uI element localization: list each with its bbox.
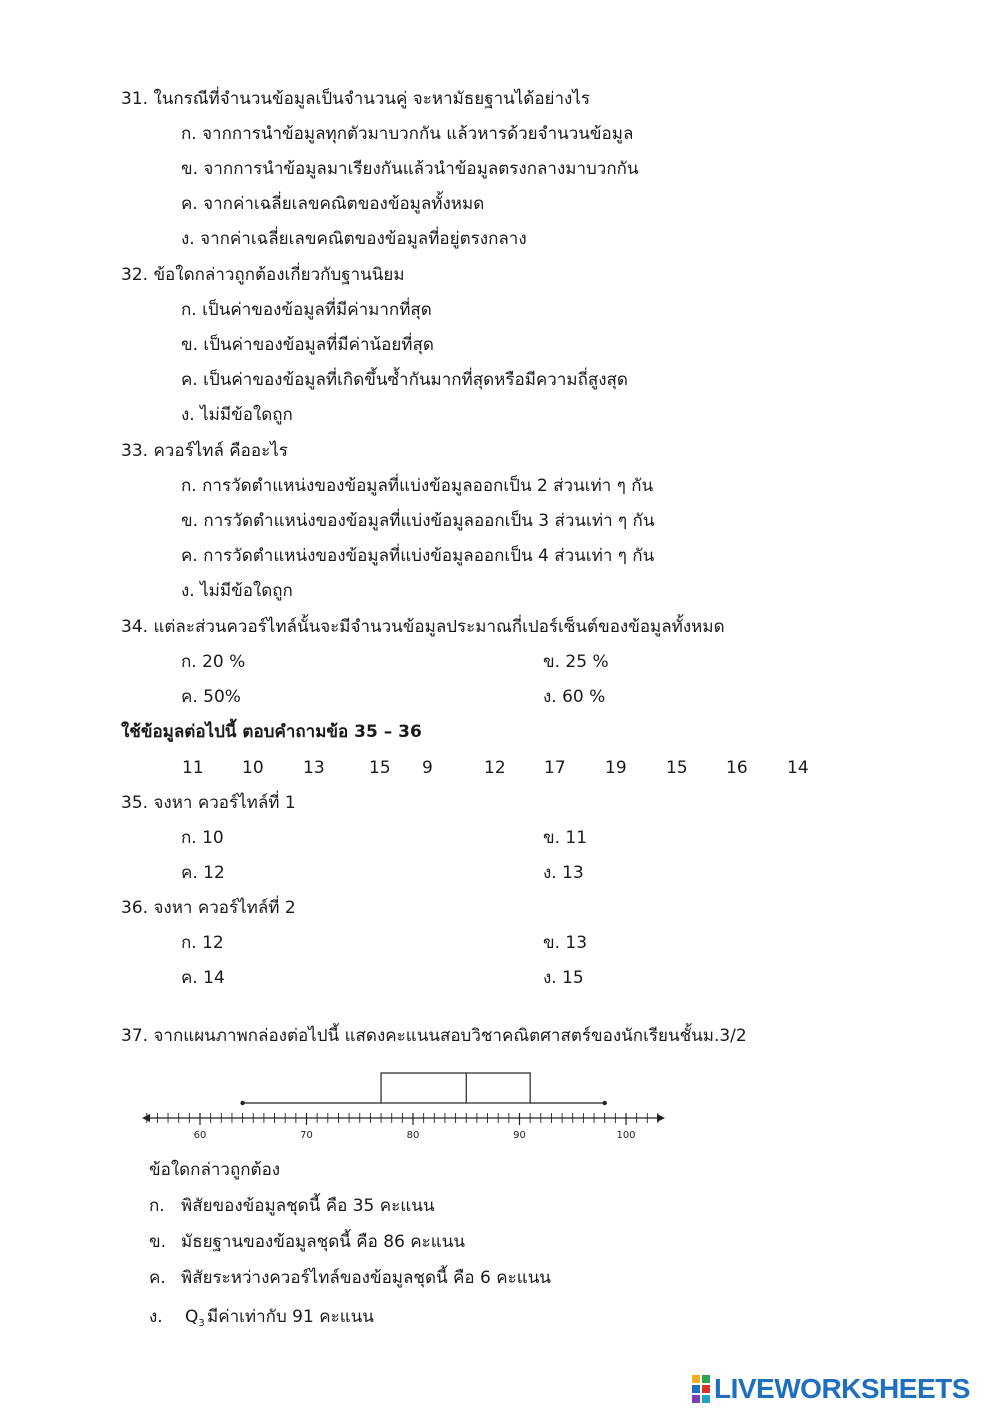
q31-option-a[interactable]: ก. จากการนำข้อมูลทุกตัวมาบวกกัน แล้วหารด้วยจำนวนข้อมูล <box>181 124 634 144</box>
min-point <box>240 1101 244 1105</box>
dataset-value: 19 <box>605 758 627 778</box>
dataset-value: 17 <box>544 758 566 778</box>
q31-option-d[interactable]: ง. จากค่าเฉลี่ยเลขคณิตของข้อมูลที่อยู่ตรงกลาง <box>181 229 527 249</box>
q37-option-d[interactable] <box>149 1305 374 1329</box>
dataset-value: 10 <box>242 758 264 778</box>
q3-symbol <box>185 1305 205 1336</box>
q36-option-d[interactable]: ง. 15 <box>543 968 584 988</box>
q34-option-a[interactable]: ก. 20 % <box>181 652 246 672</box>
dataset-value: 12 <box>484 758 506 778</box>
q31-option-b[interactable]: ข. จากการนำข้อมูลมาเรียงกันแล้วนำข้อมูลตรงกลางมาบวกกัน <box>181 159 639 179</box>
q37-option-b[interactable] <box>149 1230 466 1254</box>
dataset-value: 14 <box>787 758 809 778</box>
instruction-heading: ใช้ข้อมูลต่อไปนี้ ตอบคำถามข้อ 35 – 36 <box>121 722 422 742</box>
logo-mark-icon <box>692 1375 710 1403</box>
option-letter: ข. <box>149 1232 167 1252</box>
axis-tick-label: 60 <box>193 1130 207 1141</box>
option-text: มีค่าเท่ากับ 91 คะแนน <box>207 1307 374 1327</box>
q35-option-c[interactable]: ค. 12 <box>181 863 225 883</box>
axis-tick-label: 90 <box>513 1130 526 1141</box>
iqr-box <box>381 1073 530 1103</box>
q35-option-a[interactable]: ก. 10 <box>181 828 224 848</box>
q34-question: 34. แต่ละส่วนควอร์ไทล์นั้นจะมีจำนวนข้อมูลประมาณกี่เปอร์เซ็นต์ของข้อมูลทั้งหมด <box>121 617 725 637</box>
q37-option-c[interactable] <box>149 1266 551 1290</box>
q-subscript: 3 <box>198 1318 205 1329</box>
q32-option-b[interactable]: ข. เป็นค่าของข้อมูลที่มีค่าน้อยที่สุด <box>181 335 434 355</box>
axis-tick-label: 70 <box>300 1130 313 1141</box>
q-letter: Q <box>185 1307 199 1327</box>
dataset-value: 16 <box>726 758 748 778</box>
option-letter: ก. <box>149 1196 165 1216</box>
option-text: มัธยฐานของข้อมูลชุดนี้ คือ 86 คะแนน <box>181 1232 466 1252</box>
liveworksheets-logo <box>692 1372 970 1406</box>
axis-tick-label: 80 <box>406 1130 420 1141</box>
max-point <box>603 1101 607 1105</box>
q33-option-a[interactable]: ก. การวัดตำแหน่งของข้อมูลที่แบ่งข้อมูลออกเป็น 2 ส่วนเท่า ๆ กัน <box>181 476 654 496</box>
q36-option-c[interactable]: ค. 14 <box>181 968 225 988</box>
logo-text: LIVEWORKSHEETS <box>714 1373 970 1404</box>
option-text: พิสัยระหว่างควอร์ไทล์ของข้อมูลชุดนี้ คือ 6 คะแนน <box>181 1268 551 1288</box>
dataset-value: 9 <box>422 758 433 778</box>
option-letter: ง. <box>149 1307 163 1327</box>
axis-tick-label: 100 <box>616 1130 636 1141</box>
q33-option-d[interactable]: ง. ไม่มีข้อใดถูก <box>181 581 293 601</box>
q32-question: 32. ข้อใดกล่าวถูกต้องเกี่ยวกับฐานนิยม <box>121 265 405 285</box>
q36-question: 36. จงหา ควอร์ไทล์ที่ 2 <box>121 898 296 918</box>
q32-option-d[interactable]: ง. ไม่มีข้อใดถูก <box>181 405 293 425</box>
q32-option-c[interactable]: ค. เป็นค่าของข้อมูลที่เกิดขึ้นซ้ำกันมากที่สุดหรือมีความถี่สูงสุด <box>181 370 628 390</box>
q37-option-a[interactable] <box>149 1194 435 1218</box>
dataset-value: 15 <box>666 758 688 778</box>
option-text: พิสัยของข้อมูลชุดนี้ คือ 35 คะแนน <box>181 1196 435 1216</box>
option-letter: ค. <box>149 1268 166 1288</box>
q33-question: 33. ควอร์ไทล์ คืออะไร <box>121 441 288 461</box>
box-plot-chart <box>140 1068 670 1148</box>
q35-question: 35. จงหา ควอร์ไทล์ที่ 1 <box>121 793 296 813</box>
q32-option-a[interactable]: ก. เป็นค่าของข้อมูลที่มีค่ามากที่สุด <box>181 300 432 320</box>
q33-option-b[interactable]: ข. การวัดตำแหน่งของข้อมูลที่แบ่งข้อมูลออกเป็น 3 ส่วนเท่า ๆ กัน <box>181 511 655 531</box>
axis-arrow-left-icon <box>142 1114 150 1122</box>
q33-option-c[interactable]: ค. การวัดตำแหน่งของข้อมูลที่แบ่งข้อมูลออกเป็น 4 ส่วนเท่า ๆ กัน <box>181 546 655 566</box>
q37-prompt: ข้อใดกล่าวถูกต้อง <box>149 1160 281 1180</box>
q34-option-d[interactable]: ง. 60 % <box>543 687 606 707</box>
q34-option-b[interactable]: ข. 25 % <box>543 652 609 672</box>
q34-option-c[interactable]: ค. 50% <box>181 687 241 707</box>
q36-option-b[interactable]: ข. 13 <box>543 933 588 953</box>
q36-option-a[interactable]: ก. 12 <box>181 933 224 953</box>
dataset-value: 13 <box>303 758 325 778</box>
q35-option-d[interactable]: ง. 13 <box>543 863 584 883</box>
q35-option-b[interactable]: ข. 11 <box>543 828 588 848</box>
dataset-value: 11 <box>182 758 204 778</box>
q31-option-c[interactable]: ค. จากค่าเฉลี่ยเลขคณิตของข้อมูลทั้งหมด <box>181 194 485 214</box>
q37-question: 37. จากแผนภาพกล่องต่อไปนี้ แสดงคะแนนสอบวิชาคณิตศาสตร์ของนักเรียนชั้นม.3/2 <box>121 1026 747 1046</box>
q31-question: 31. ในกรณีที่จำนวนข้อมูลเป็นจำนวนคู่ จะหามัธยฐานได้อย่างไร <box>121 89 591 109</box>
dataset-value: 15 <box>369 758 391 778</box>
